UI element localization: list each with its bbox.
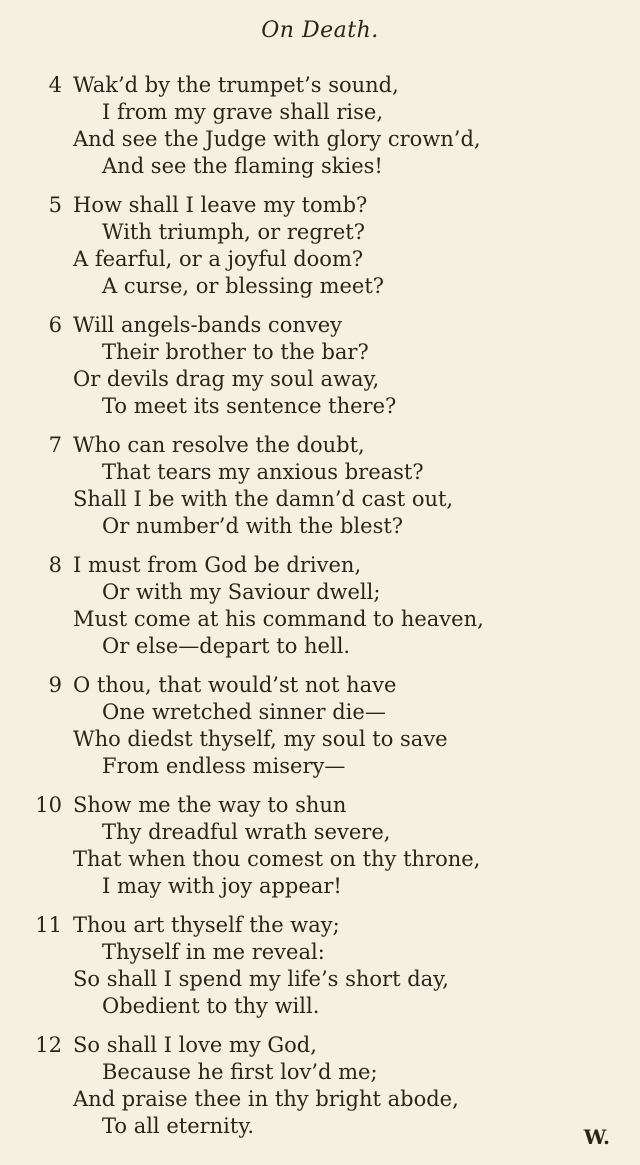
stanza-line: And see the Judge with glory crown’d, [73, 127, 481, 151]
stanza-line: How shall I leave my tomb? [73, 193, 368, 217]
stanza-line: I from my grave shall rise, [102, 100, 383, 124]
stanza [0, 72, 640, 180]
stanza-line: O thou, that would’st not have [73, 673, 397, 697]
stanza-line: And see the flaming skies! [102, 154, 383, 178]
stanza-line: So shall I spend my life’s short day, [73, 967, 449, 991]
stanza-line: Will angels-bands convey [73, 313, 343, 337]
stanza-line: That when thou comest on thy throne, [73, 847, 481, 871]
stanza-line: So shall I love my God, [73, 1033, 317, 1057]
stanza-number: 7 [48, 433, 62, 457]
stanza-line: From endless misery— [102, 754, 346, 778]
stanza-number: 10 [35, 793, 62, 817]
stanza-line: Thou art thyself the way; [73, 913, 340, 937]
stanza-line: Thy dreadful wrath severe, [102, 820, 391, 844]
stanza-line: One wretched sinner die— [102, 700, 386, 724]
stanza-number: 6 [48, 313, 62, 337]
stanza-line: Shall I be with the damn’d cast out, [73, 487, 454, 511]
stanza-line: Obedient to thy will. [102, 994, 320, 1018]
stanza [0, 792, 640, 900]
stanza-number: 8 [48, 553, 62, 577]
running-head: On Death. [261, 18, 379, 43]
stanza-number: 9 [48, 673, 62, 697]
stanza-number: 4 [48, 73, 62, 97]
stanza [0, 192, 640, 300]
stanza-line: Wak’d by the trumpet’s sound, [73, 73, 399, 97]
stanza-line: Show me the way to shun [73, 793, 347, 817]
stanza-line: That tears my anxious breast? [102, 460, 424, 484]
stanza-line: Thyself in me reveal: [102, 940, 325, 964]
stanza-number: 12 [35, 1033, 62, 1057]
stanza-line: And praise thee in thy bright abode, [73, 1087, 459, 1111]
stanza-line: With triumph, or regret? [102, 220, 365, 244]
stanza [0, 552, 640, 660]
stanza-line: To all eternity. [102, 1114, 255, 1138]
stanza [0, 672, 640, 780]
stanza-line: Who can resolve the doubt, [73, 433, 365, 457]
stanza-line: Or else—depart to hell. [102, 634, 351, 658]
author-signature: W. [583, 1125, 610, 1149]
stanza-line: A fearful, or a joyful doom? [73, 247, 364, 271]
stanza [0, 912, 640, 1020]
stanza-line: Or number’d with the blest? [102, 514, 404, 538]
stanza-line: Because he first lov’d me; [102, 1060, 378, 1084]
stanza-list [0, 72, 640, 1152]
stanza-number: 11 [35, 913, 62, 937]
stanza-line: Or devils drag my soul away, [73, 367, 380, 391]
stanza [0, 1032, 640, 1140]
stanza-line: To meet its sentence there? [102, 394, 397, 418]
stanza-line: A curse, or blessing meet? [102, 274, 385, 298]
stanza-number: 5 [48, 193, 62, 217]
stanza-line: Their brother to the bar? [102, 340, 369, 364]
stanza-line: I may with joy appear! [102, 874, 342, 898]
stanza [0, 432, 640, 540]
stanza-line: I must from God be driven, [73, 553, 362, 577]
stanza [0, 312, 640, 420]
stanza-line: Who diedst thyself, my soul to save [73, 727, 448, 751]
stanza-line: Or with my Saviour dwell; [102, 580, 381, 604]
stanza-line: Must come at his command to heaven, [73, 607, 484, 631]
